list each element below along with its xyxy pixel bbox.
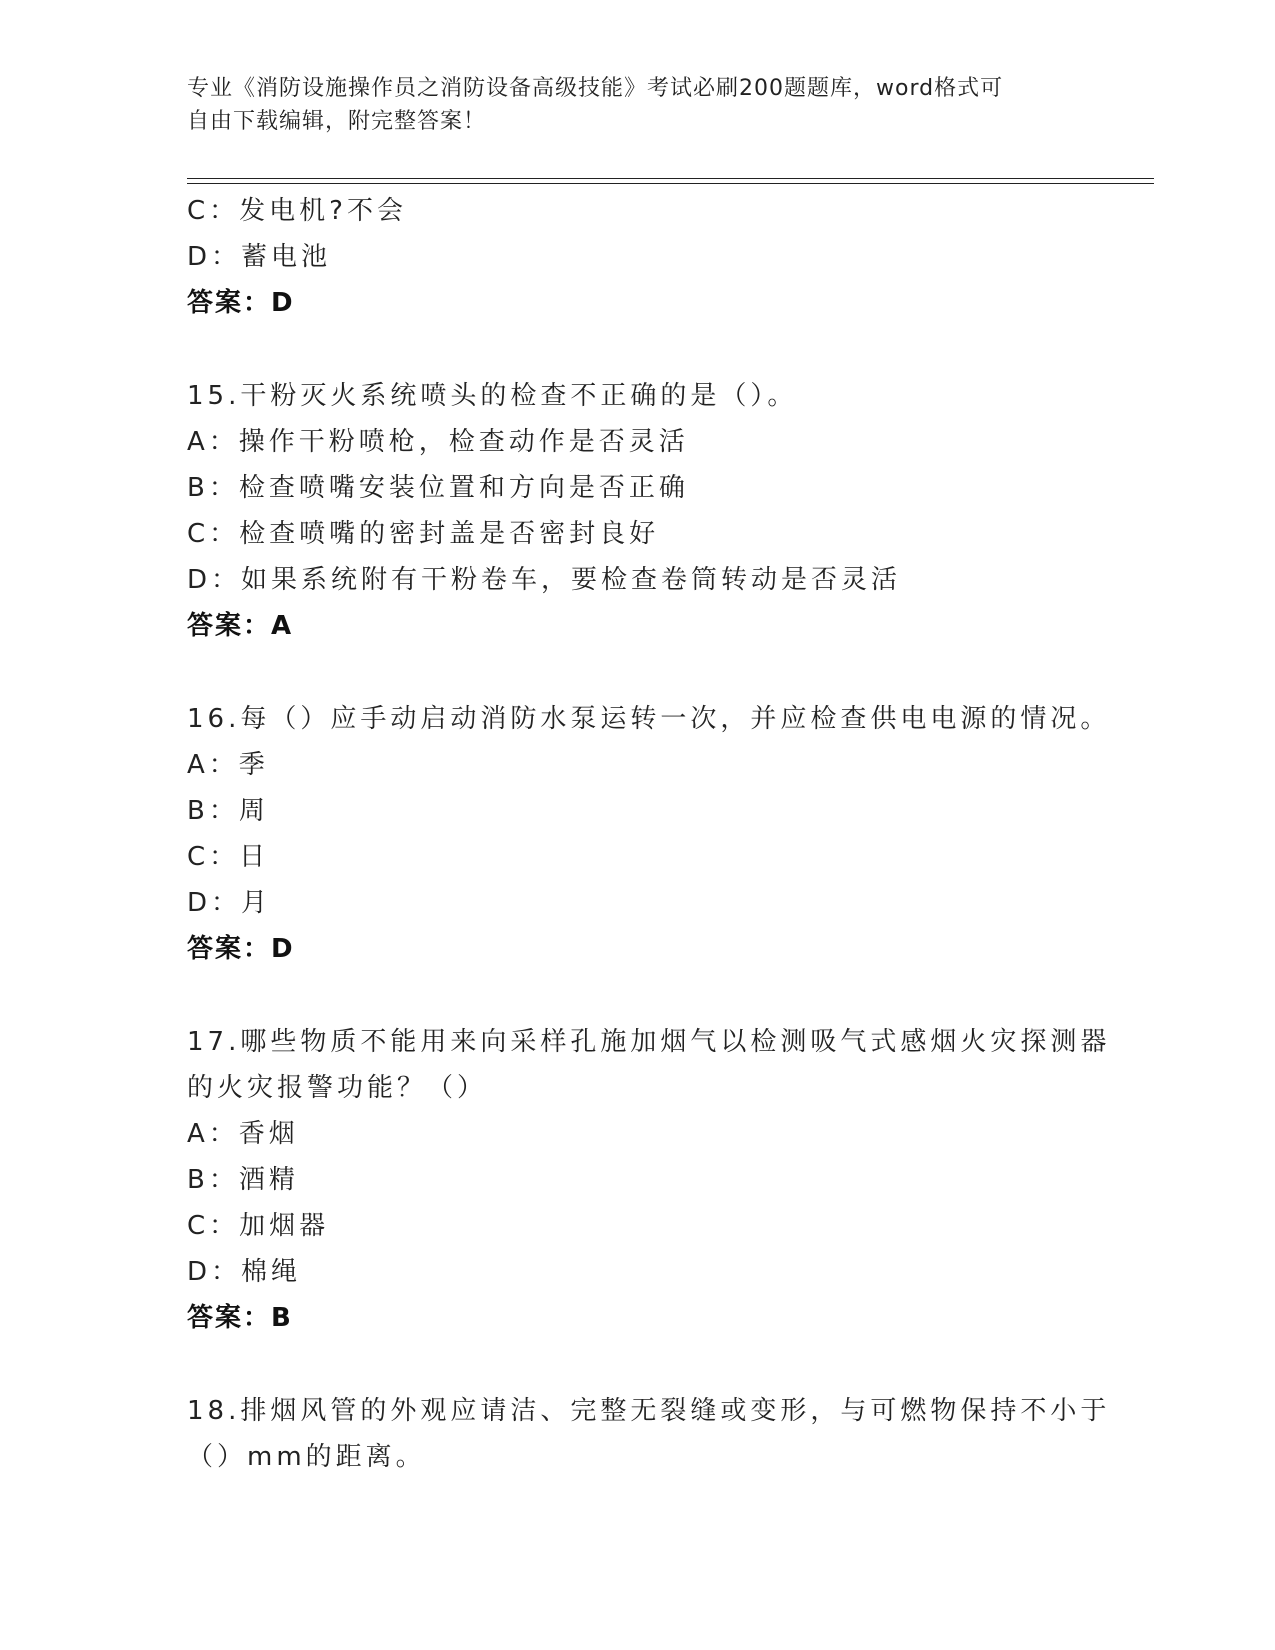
- header-line-1: 专业《消防设施操作员之消防设备高级技能》考试必刷200题题库，word格式可: [187, 76, 1004, 101]
- header-divider-bottom: [187, 183, 1154, 184]
- option-c: C：加烟器: [187, 1211, 330, 1241]
- question-16: [187, 696, 1111, 972]
- answer-line: 答案：D: [187, 934, 295, 964]
- answer-line: 答案：A: [187, 611, 294, 641]
- option-a: A：季: [187, 750, 269, 780]
- question-text-line-1: 17.哪些物质不能用来向采样孔施加烟气以检测吸气式感烟火灾探测器: [187, 1027, 1111, 1057]
- spacer: [187, 1341, 1087, 1388]
- question-text-line-2: 的火灾报警功能？（）: [187, 1073, 488, 1103]
- question-text-line-1: 18.排烟风管的外观应请洁、完整无裂缝或变形，与可燃物保持不小于: [187, 1396, 1111, 1426]
- question-18: [187, 1388, 1111, 1480]
- answer-line: 答案：D: [187, 288, 295, 318]
- option-d: D：月: [187, 888, 272, 918]
- option-c: C：检查喷嘴的密封盖是否密封良好: [187, 519, 660, 549]
- option-d: D：蓄电池: [187, 242, 332, 272]
- option-d: D：如果系统附有干粉卷车，要检查卷筒转动是否灵活: [187, 565, 902, 595]
- header-divider-top: [187, 178, 1154, 179]
- question-text-line-2: （）mm的距离。: [187, 1442, 426, 1472]
- option-c: C：日: [187, 842, 270, 872]
- question-15: [187, 373, 1087, 649]
- spacer: [187, 972, 1087, 1019]
- question-text: 15.干粉灭火系统喷头的检查不正确的是（）。: [187, 381, 798, 411]
- document-header: [187, 72, 1067, 138]
- option-b: B：周: [187, 796, 269, 826]
- option-b: B：酒精: [187, 1165, 299, 1195]
- option-d: D：棉绳: [187, 1257, 302, 1287]
- answer-line: 答案：B: [187, 1303, 293, 1333]
- question-text: 16.每（）应手动启动消防水泵运转一次，并应检查供电电源的情况。: [187, 704, 1111, 734]
- option-a: A：操作干粉喷枪，检查动作是否灵活: [187, 427, 689, 457]
- question-14: [187, 188, 1087, 326]
- option-b: B：检查喷嘴安装位置和方向是否正确: [187, 473, 689, 503]
- question-list: [187, 188, 1111, 1480]
- option-c: C：发电机?不会: [187, 196, 407, 226]
- option-a: A：香烟: [187, 1119, 299, 1149]
- header-line-2: 自由下载编辑，附完整答案！: [187, 109, 487, 134]
- spacer: [187, 326, 1087, 373]
- spacer: [187, 649, 1087, 696]
- question-17: [187, 1019, 1111, 1341]
